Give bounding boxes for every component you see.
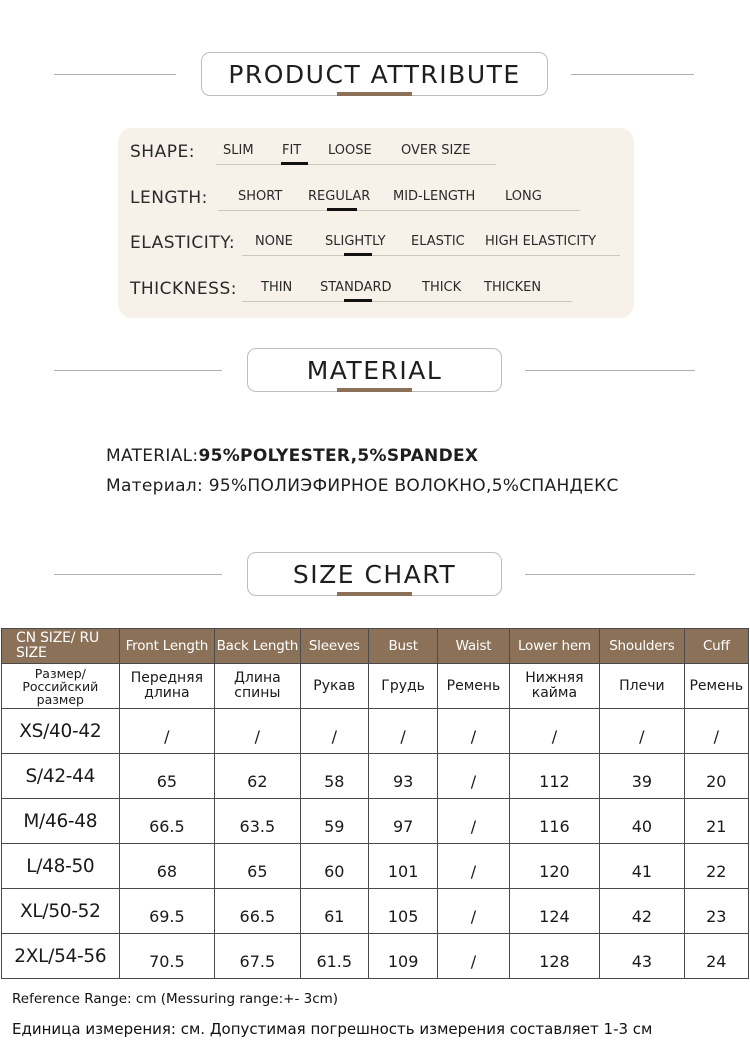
size-label-cell: S/42-44 (2, 754, 120, 799)
table-cell: / (438, 799, 509, 844)
attribute-option: THIN (261, 280, 293, 295)
header-divider-left (54, 574, 222, 575)
size-label-cell: 2XL/54-56 (2, 934, 120, 979)
table-cell: 101 (368, 844, 437, 889)
table-cell: / (438, 709, 509, 754)
table-cell: 39 (600, 754, 684, 799)
reference-note-ru: Единица измерения: см. Допустимая погрешность измерения составляет 1-3 см (12, 1020, 653, 1038)
table-row (2, 889, 749, 934)
material-line-en (106, 446, 478, 466)
attribute-option: SHORT (238, 189, 283, 204)
attribute-row-elasticity (118, 221, 634, 261)
size-chart-title: SIZE CHART (247, 552, 502, 596)
header-accent-bar (337, 92, 412, 96)
table-cell: / (368, 709, 437, 754)
table-cell: 62 (215, 754, 300, 799)
table-cell: / (438, 844, 509, 889)
table-cell: 120 (509, 844, 599, 889)
attribute-row-thickness (118, 267, 634, 307)
material-value-en: 95%POLYESTER,5%SPANDEX (198, 446, 479, 466)
material-label-ru: Материал: (106, 476, 203, 496)
material-line-ru (106, 476, 619, 496)
attribute-row-length (118, 176, 634, 216)
table-row (2, 799, 749, 844)
table-header-row-ru (2, 664, 749, 709)
size-label-cell: Размер/ Российский размер (2, 664, 120, 709)
reference-note-en: Reference Range: cm (Messuring range:+- 3cm) (12, 991, 339, 1007)
attribute-row-shape (118, 130, 634, 170)
table-cell: 69.5 (119, 889, 215, 934)
table-cell: / (684, 709, 748, 754)
table-cell: Bust (368, 629, 437, 664)
table-cell: Грудь (368, 664, 437, 709)
header-divider-right (525, 370, 695, 371)
size-chart-header (0, 552, 750, 612)
material-value-ru: 95%ПОЛИЭФИРНОЕ ВОЛОКНО,5%СПАНДЕКС (208, 476, 619, 496)
selected-marker (344, 253, 372, 256)
size-label-cell: XL/50-52 (2, 889, 120, 934)
table-cell: Плечи (600, 664, 684, 709)
table-cell: 58 (300, 754, 368, 799)
attribute-option: LONG (505, 189, 542, 204)
table-cell: 66.5 (215, 889, 300, 934)
table-cell: Waist (438, 629, 509, 664)
table-cell: / (438, 754, 509, 799)
attribute-label: SHAPE: (130, 142, 195, 162)
attribute-option: HIGH ELASTICITY (485, 234, 597, 249)
table-cell: Ремень (684, 664, 748, 709)
table-cell: / (215, 709, 300, 754)
attribute-option: THICKEN (484, 280, 542, 295)
table-cell: 41 (600, 844, 684, 889)
header-divider-right (525, 574, 695, 575)
table-cell: / (300, 709, 368, 754)
table-cell: Ремень (438, 664, 509, 709)
table-header-row-en (2, 629, 749, 664)
table-cell: 65 (215, 844, 300, 889)
size-label-cell: M/46-48 (2, 799, 120, 844)
header-divider-left (54, 74, 176, 75)
attribute-option: SLIM (223, 143, 254, 158)
header-accent-bar (337, 592, 412, 596)
table-cell: Back Length (215, 629, 300, 664)
table-cell: / (438, 889, 509, 934)
table-cell: 70.5 (119, 934, 215, 979)
table-cell: 24 (684, 934, 748, 979)
table-cell: 116 (509, 799, 599, 844)
attribute-card (118, 128, 634, 318)
attribute-rule (242, 301, 572, 302)
material-header (0, 348, 750, 408)
attribute-option: OVER SIZE (401, 143, 471, 158)
product-attribute-title: PRODUCT ATTRIBUTE (201, 52, 548, 96)
selected-marker (327, 208, 357, 211)
material-title: MATERIAL (247, 348, 502, 392)
table-cell: 22 (684, 844, 748, 889)
selected-marker (344, 299, 372, 302)
table-cell: 105 (368, 889, 437, 934)
table-cell: 68 (119, 844, 215, 889)
attribute-rule (218, 210, 580, 211)
table-cell: 124 (509, 889, 599, 934)
table-cell: / (600, 709, 684, 754)
attribute-option: MID-LENGTH (393, 189, 476, 204)
attribute-label: LENGTH: (130, 188, 208, 208)
table-row (2, 754, 749, 799)
table-cell: 42 (600, 889, 684, 934)
table-cell: 93 (368, 754, 437, 799)
table-row (2, 934, 749, 979)
table-cell: 112 (509, 754, 599, 799)
table-cell: 109 (368, 934, 437, 979)
table-cell: 21 (684, 799, 748, 844)
table-cell: 23 (684, 889, 748, 934)
attribute-option: LOOSE (328, 143, 372, 158)
header-accent-bar (337, 388, 412, 392)
table-row (2, 844, 749, 889)
attribute-label: THICKNESS: (130, 279, 237, 299)
size-label-cell: L/48-50 (2, 844, 120, 889)
attribute-option-selected: SLIGHTLY (325, 234, 386, 249)
size-label-cell: XS/40-42 (2, 709, 120, 754)
table-cell: 61 (300, 889, 368, 934)
attribute-option-selected: STANDARD (320, 280, 392, 295)
table-cell: 60 (300, 844, 368, 889)
attribute-option: NONE (255, 234, 293, 249)
table-cell: 40 (600, 799, 684, 844)
table-cell: 20 (684, 754, 748, 799)
selected-marker (281, 162, 308, 165)
header-divider-left (54, 370, 222, 371)
table-cell: / (438, 934, 509, 979)
table-cell: / (509, 709, 599, 754)
material-label-en: MATERIAL: (106, 446, 199, 466)
table-cell: 65 (119, 754, 215, 799)
attribute-option-selected: REGULAR (308, 189, 371, 204)
attribute-option: THICK (422, 280, 462, 295)
table-cell: 66.5 (119, 799, 215, 844)
table-cell: 59 (300, 799, 368, 844)
table-cell: / (119, 709, 215, 754)
table-cell: Sleeves (300, 629, 368, 664)
attribute-option: ELASTIC (411, 234, 465, 249)
attribute-rule (216, 164, 496, 165)
table-cell: 61.5 (300, 934, 368, 979)
table-cell: Cuff (684, 629, 748, 664)
table-cell: 63.5 (215, 799, 300, 844)
table-cell: Shoulders (600, 629, 684, 664)
table-row (2, 709, 749, 754)
attribute-label: ELASTICITY: (130, 233, 236, 253)
table-cell: 43 (600, 934, 684, 979)
table-cell: Lower hem (509, 629, 599, 664)
size-label-cell: CN SIZE/ RU SIZE (2, 629, 120, 664)
attribute-option-selected: FIT (282, 143, 302, 158)
table-cell: 97 (368, 799, 437, 844)
header-divider-right (571, 74, 694, 75)
table-cell: Длина спины (215, 664, 300, 709)
attribute-rule (242, 255, 620, 256)
table-cell: 128 (509, 934, 599, 979)
table-cell: 67.5 (215, 934, 300, 979)
product-attribute-header (0, 52, 750, 112)
table-cell: Передняя длина (119, 664, 215, 709)
size-table (1, 628, 749, 979)
table-cell: Front Length (119, 629, 215, 664)
table-cell: Нижняя кайма (509, 664, 599, 709)
table-cell: Рукав (300, 664, 368, 709)
